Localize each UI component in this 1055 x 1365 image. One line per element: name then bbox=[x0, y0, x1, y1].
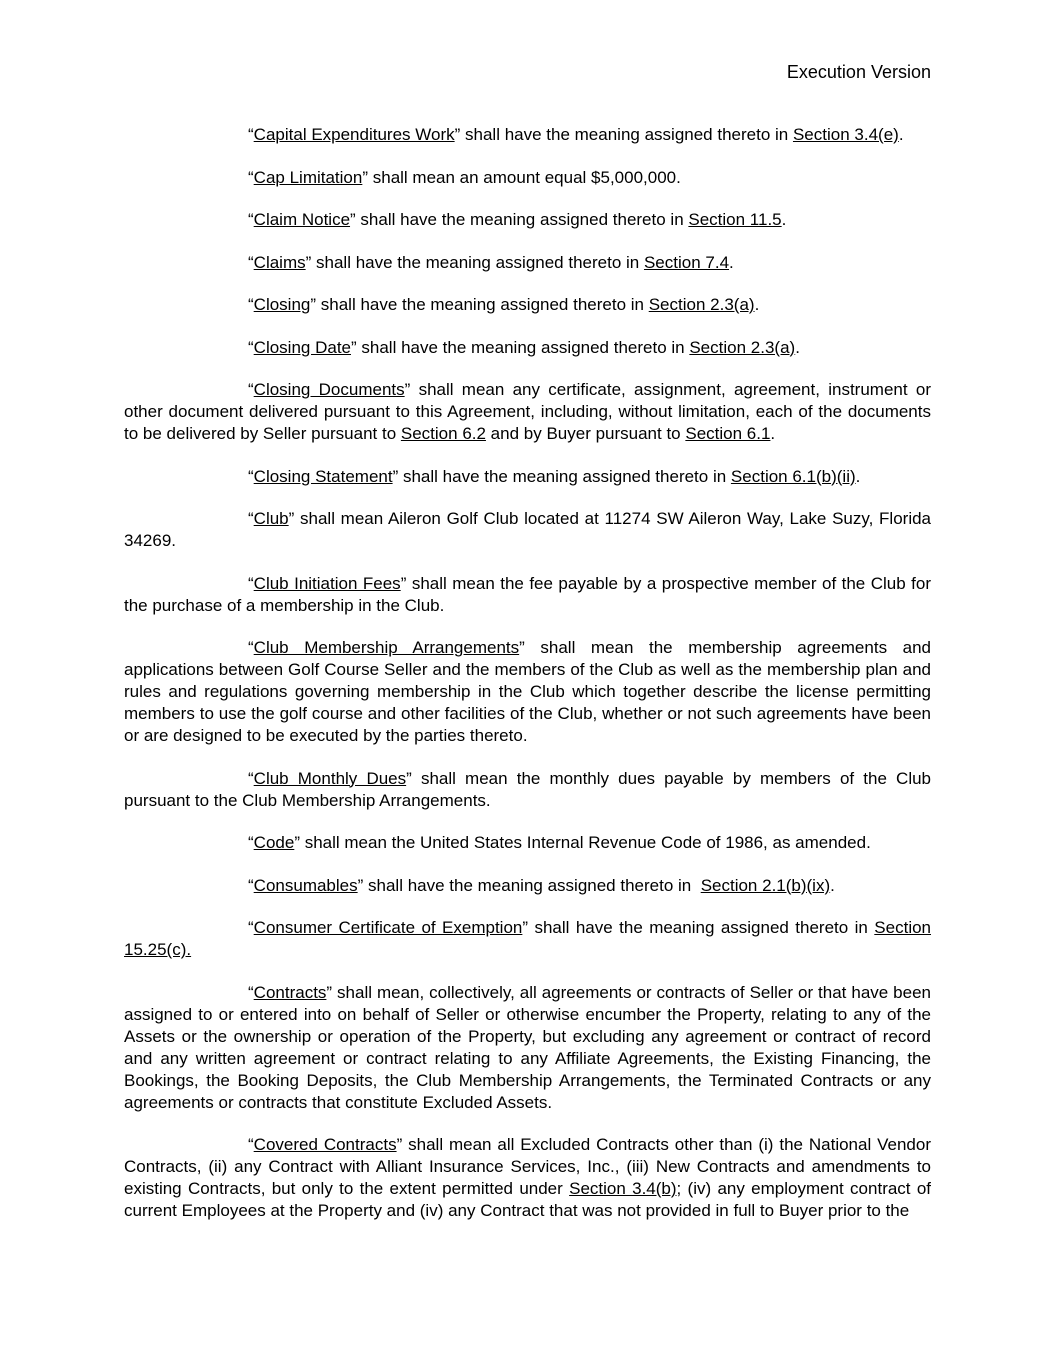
definition-cap-limitation: “Cap Limitation” shall mean an amount equal $5,000,000. bbox=[248, 167, 681, 187]
definition-closing: “Closing” shall have the meaning assigned thereto in Section 2.3(a). bbox=[248, 295, 760, 314]
section-reference: Section 11.5 bbox=[688, 210, 782, 229]
defined-term: Club Monthly Dues bbox=[253, 768, 407, 788]
defined-term: Claims bbox=[253, 252, 306, 272]
section-reference: Section 6.1(b)(ii) bbox=[730, 466, 856, 486]
document-header bbox=[787, 62, 931, 83]
defined-term: Club Initiation Fees bbox=[253, 573, 401, 593]
definition-contracts: “Contracts” shall mean, collectively, all agreements or contracts of Seller or that have been assigned to or entered into on behalf of Seller or otherwise encumber the Property, relating to any of the Assets or the ownership or operation of the Property, but excluding any agreement or contract of record and any written agreement or contract relating to any Affiliate Agreements, the Existing Financing, the Bookings, the Booking Deposits, the Club Membership Arrangements, the Terminated Contracts or any agreements or contracts that constitute Excluded Assets. bbox=[124, 982, 931, 1112]
definition-club-monthly-dues: “Club Monthly Dues” shall mean the monthly dues payable by members of the Club pursuant to the Club Membership Arrangements. bbox=[124, 768, 932, 810]
defined-term: Capital Expenditures Work bbox=[253, 125, 455, 144]
definition-club: “Club” shall mean Aileron Golf Club located at 11274 SW Aileron Way, Lake Suzy, Florida 34269. bbox=[124, 509, 931, 550]
definition-covered-contracts: “Covered Contracts” shall mean all Excluded Contracts other than (i) the National Vendor Contracts, (ii) any Contract with Alliant Insurance Services, Inc., (iii) New Contracts and amendments to existing Contracts, but only to the extent permitted under Section 3.4(b); (iv) any employment contract of current Employees at the Property and (iv) any Contract that was not provided in full to Buyer prior to the bbox=[124, 1135, 932, 1220]
defined-term: Code bbox=[253, 833, 295, 852]
defined-term: Closing Date bbox=[253, 337, 351, 357]
defined-term: Contracts bbox=[253, 982, 327, 1002]
defined-term: Claim Notice bbox=[253, 210, 351, 229]
defined-term: Closing Documents bbox=[253, 380, 405, 399]
section-reference: Section 15.25(c). bbox=[124, 918, 931, 959]
definition-claim-notice: “Claim Notice” shall have the meaning assigned thereto in Section 11.5. bbox=[248, 210, 787, 229]
definition-closing-statement: “Closing Statement” shall have the meaning assigned thereto in Section 6.1(b)(ii). bbox=[248, 466, 861, 486]
defined-term: Club Membership Arrangements bbox=[253, 638, 520, 657]
defined-term: Cap Limitation bbox=[253, 167, 363, 187]
definition-capital-expenditures-work: “Capital Expenditures Work” shall have the meaning assigned thereto in Section 3.4(e). bbox=[248, 125, 904, 144]
definition-consumer-certificate-of-exemption: “Consumer Certificate of Exemption” shall have the meaning assigned thereto in Section 15.25(c). bbox=[124, 918, 931, 959]
defined-term: Covered Contracts bbox=[253, 1135, 397, 1154]
section-reference: Section 3.4(e) bbox=[792, 125, 899, 144]
defined-term: Consumables bbox=[253, 875, 358, 895]
defined-term: Closing bbox=[253, 295, 311, 314]
section-reference: Section 3.4(b) bbox=[569, 1179, 677, 1198]
section-reference: Section 2.3(a) bbox=[689, 337, 796, 357]
definition-claims: “Claims” shall have the meaning assigned thereto in Section 7.4. bbox=[248, 252, 734, 272]
definition-code: “Code” shall mean the United States Internal Revenue Code of 1986, as amended. bbox=[248, 833, 871, 852]
definition-closing-date: “Closing Date” shall have the meaning assigned thereto in Section 2.3(a). bbox=[248, 337, 800, 357]
section-reference: Section 7.4 bbox=[643, 252, 730, 272]
defined-term: Consumer Certificate of Exemption bbox=[253, 918, 523, 937]
definition-closing-documents: “Closing Documents” shall mean any certificate, assignment, agreement, instrument or other document delivered pursuant to this Agreement, including, without limitation, each of the documents to be delivered by Seller pursuant to Section 6.2 and by Buyer pursuant to Section 6.1. bbox=[124, 380, 931, 443]
execution-version-label: Execution Version bbox=[786, 62, 931, 82]
definition-consumables: “Consumables” shall have the meaning assigned thereto in Section 2.1(b)(ix). bbox=[248, 875, 835, 895]
section-reference: Section 2.1(b)(ix) bbox=[700, 875, 831, 895]
defined-term: Closing Statement bbox=[253, 466, 393, 486]
defined-term: Club bbox=[253, 509, 289, 528]
section-reference: Section 2.3(a) bbox=[648, 295, 755, 314]
section-reference: Section 6.1 bbox=[685, 424, 771, 443]
section-reference: Section 6.2 bbox=[400, 424, 486, 443]
definition-club-initiation-fees: “Club Initiation Fees” shall mean the fee payable by a prospective member of the Club for the purchase of a membership in the Club. bbox=[124, 573, 931, 615]
definitions-body bbox=[124, 124, 931, 1243]
definition-club-membership-arrangements: “Club Membership Arrangements” shall mean the membership agreements and applications between Golf Course Seller and the members of the Club as well as the membership plan and rules and regulations governing membership in the Club which together describe the license permitting members to use the golf course and other facilities of the Club, whether or not such agreements have been or are designed to be executed by the parties thereto. bbox=[124, 638, 931, 745]
